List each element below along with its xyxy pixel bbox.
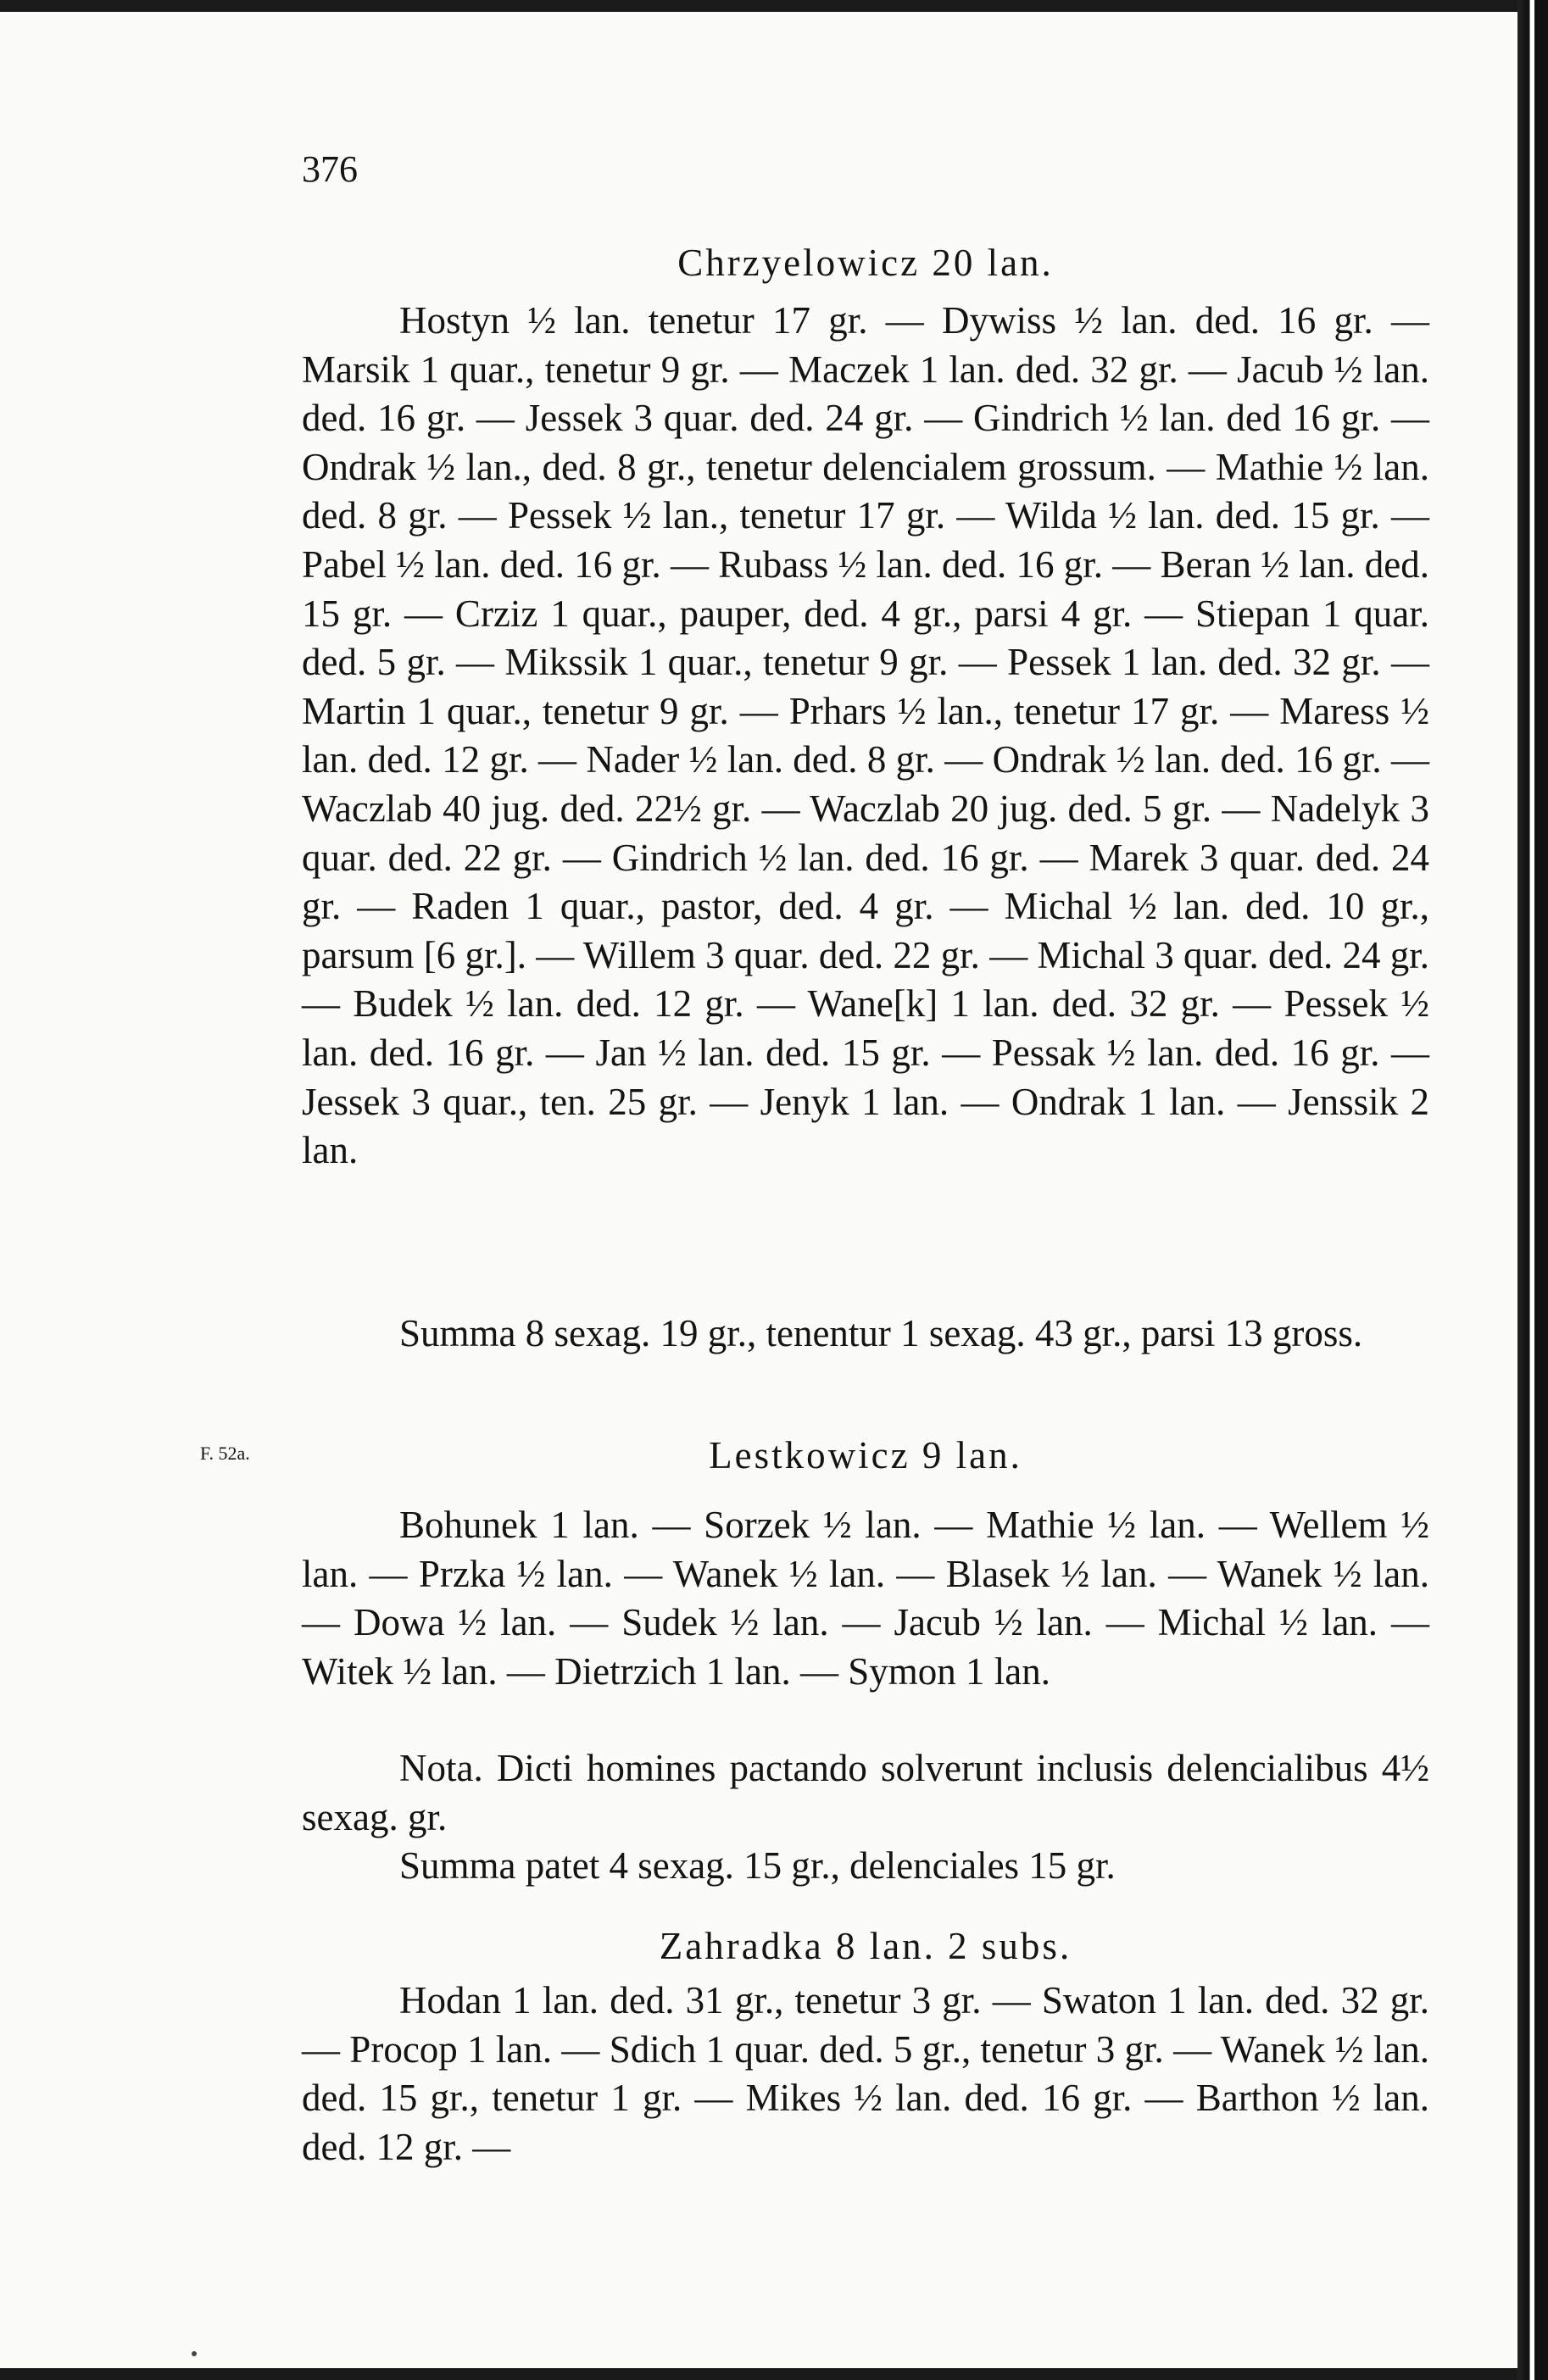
paragraph-chrzyelowicz: Hostyn ½ lan. tenetur 17 gr. — Dywiss ½ lan. ded. 16 gr. — Marsik 1 quar., tenetur 9 gr. — Maczek 1 lan. ded. 32 gr. — Jacub ½ lan. ded. 16 gr. — Jessek 3 quar. ded. 24 gr. — Gindrich ½ lan. ded 16 gr. — Ondrak ½ lan., ded. 8 gr., tenetur delencialem grossum. — Mathie ½ lan. ded. 8 gr. — Pessek ½ lan., tenetur 17 gr. — Wilda ½ lan. ded. 15 gr. — Pabel ½ lan. ded. 16 gr. — Rubass ½ lan. ded. 16 gr. — Beran ½ lan. ded. 15 gr. — Crziz 1 quar., pauper, ded. 4 gr., parsi 4 gr. — Stiepan 1 quar. ded. 5 gr. — Mikssik 1 quar., tenetur 9 gr. — Pessek 1 lan. ded. 32 gr. — Martin 1 quar., tenetur 9 gr. — Prhars ½ lan., tenetur 17 gr. — Maress ½ lan. ded. 12 gr. — Nader ½ lan. ded. 8 gr. — Ondrak ½ lan. ded. 16 gr. — Waczlab 40 jug. ded. 22½ gr. — Waczlab 20 jug. ded. 5 gr. — Nadelyk 3 quar. ded. 22 gr. — Gindrich ½ lan. ded. 16 gr. — Marek 3 quar. ded. 24 gr. — Raden 1 quar., pastor, ded. 4 gr. — Michal ½ lan. ded. 10 gr., parsum [6 gr.]. — Willem 3 quar. ded. 22 gr. — Michal 3 quar. ded. 24 gr. — Budek ½ lan. ded. 12 gr. — Wane[k] 1 lan. ded. 32 gr. — Pessek ½ lan. ded. 16 gr. — Jan ½ lan. ded. 15 gr. — Pessak ½ lan. ded. 16 gr. — Jessek 3 quar., ten. 25 gr. — Jenyk 1 lan. — Ondrak 1 lan. — Jenssik 2 lan. [302, 299, 1429, 1172]
section-heading-zahradka: Zahradka 8 lan. 2 subs. [659, 1925, 1072, 1967]
section-heading-lestkowicz: Lestkowicz 9 lan. [709, 1434, 1022, 1476]
summa-chrzyelowicz: Summa 8 sexag. 19 gr., tenentur 1 sexag. 43 gr., parsi 13 gross. [399, 1312, 1363, 1354]
page-edge-shadow [1517, 0, 1548, 2380]
book-page [0, 12, 1517, 2368]
paragraph-zahradka: Hodan 1 lan. ded. 31 gr., tenetur 3 gr. — Swaton 1 lan. ded. 32 gr. — Procop 1 lan. — Sdich 1 quar. ded. 5 gr., tenetur 3 gr. — Wanek ½ lan. ded. 15 gr., tenetur 1 gr. — Mikes ½ lan. ded. 16 gr. — Barthon ½ lan. ded. 12 gr. — [302, 1979, 1429, 2168]
summa-lestkowicz: Summa patet 4 sexag. 15 gr., delenciales 15 gr. [399, 1844, 1116, 1887]
paragraph-lestkowicz: Bohunek 1 lan. — Sorzek ½ lan. — Mathie ½ lan. — Wellem ½ lan. — Przka ½ lan. — Wanek ½ lan. — Blasek ½ lan. — Wanek ½ lan. — Dowa ½ lan. — Sudek ½ lan. — Jacub ½ lan. — Michal ½ lan. — Witek ½ lan. — Dietrzich 1 lan. — Symon 1 lan. [302, 1504, 1429, 1693]
section-heading-chrzyelowicz: Chrzyelowicz 20 lan. [677, 242, 1054, 284]
page-number: 376 [302, 148, 358, 190]
margin-folio-note: F. 52a. [200, 1443, 250, 1464]
paper-speck [192, 2351, 197, 2356]
nota-lestkowicz: Nota. Dicti homines pactando solverunt inclusis delencialibus 4½ sexag. gr. [302, 1747, 1429, 1838]
